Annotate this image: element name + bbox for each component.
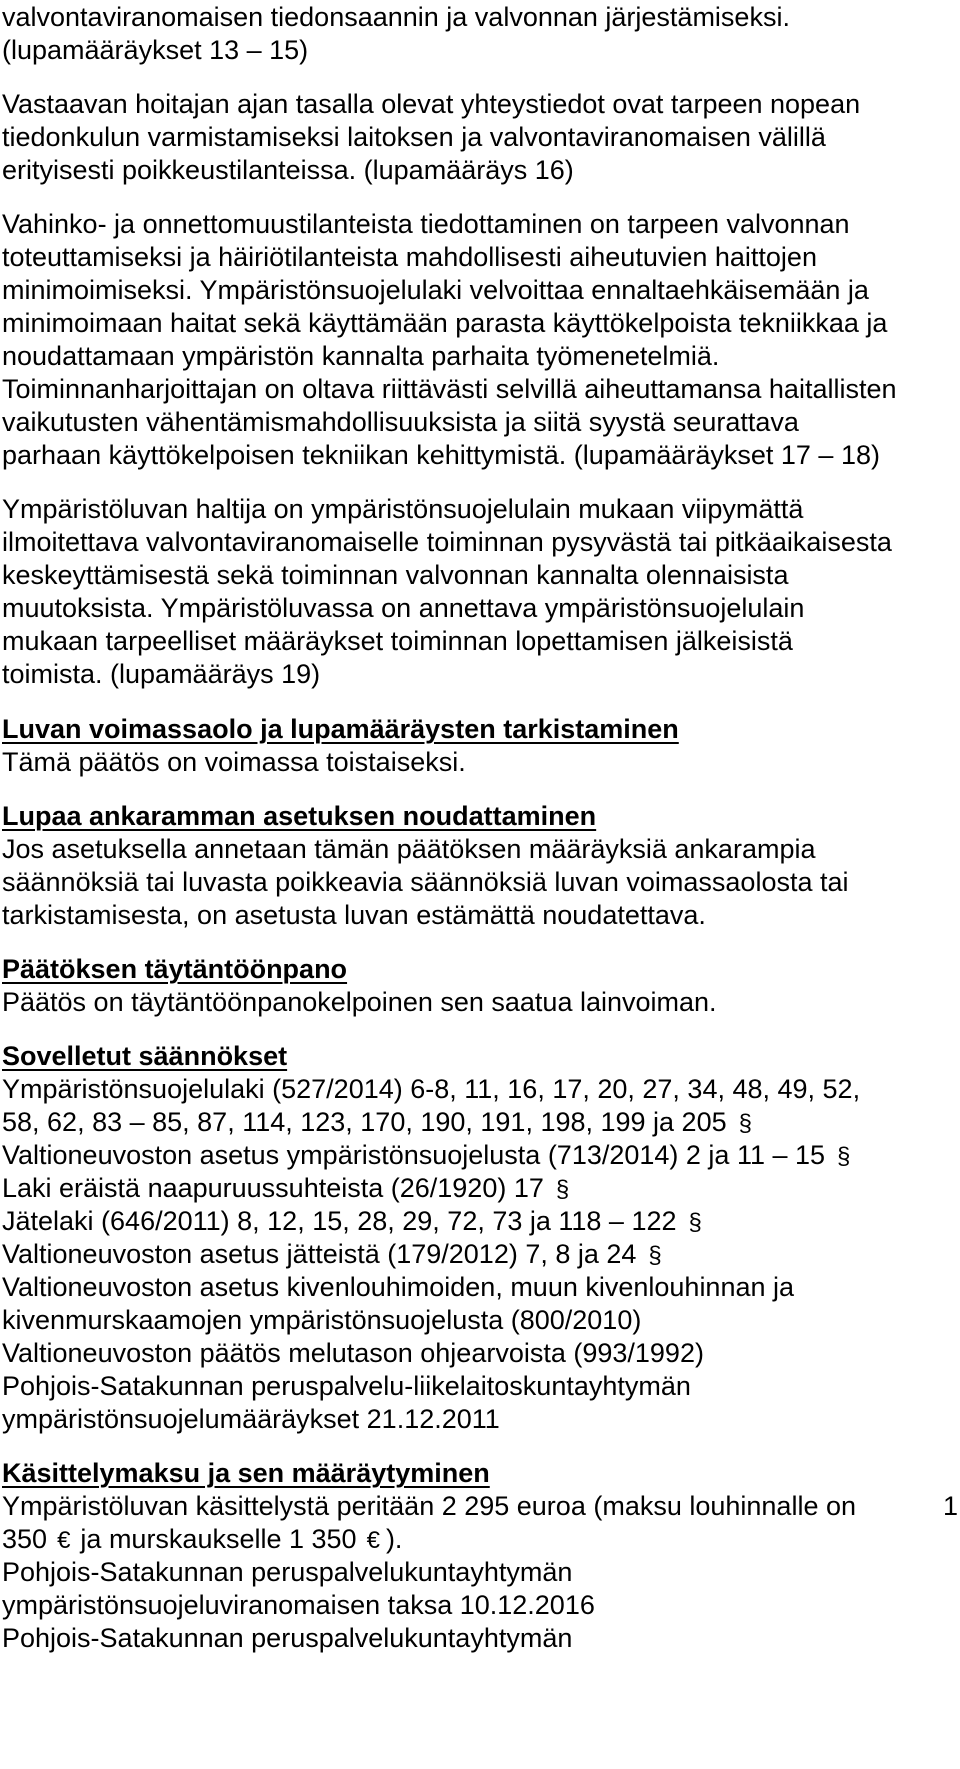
paragraph-line: tiedonkulun varmistamiseksi laitoksen ja valvontaviranomaisen välillä [2, 122, 826, 152]
paragraph-line: Ympäristöluvan haltija on ympäristönsuojelulain mukaan viipymättä [2, 494, 804, 524]
section-heading-stricter: Lupaa ankaramman asetuksen noudattaminen [2, 801, 597, 831]
paragraph-line: toimista. (lupamääräys 19) [2, 659, 321, 689]
regulation-line: Laki eräistä naapuruussuhteista (26/1920) 17 § [2, 1171, 569, 1207]
section-heading-fees: Käsittelymaksu ja sen määräytyminen [2, 1458, 490, 1488]
paragraph-line: ilmoitettava valvontaviranomaiselle toiminnan pysyvästä tai pitkäaikaisesta [2, 527, 892, 557]
paragraph-line: erityisesti poikkeustilanteissa. (lupamääräys 16) [2, 155, 574, 185]
paragraph-line: tarkistamisesta, on asetusta luvan estämättä noudatettava. [2, 900, 706, 930]
section-heading-regulations: Sovelletut säännökset [2, 1041, 288, 1071]
paragraph-line: muutoksista. Ympäristöluvassa on annettava ympäristönsuojelulain [2, 593, 805, 623]
section-sign-icon: § [648, 1242, 662, 1269]
paragraph-line: toteuttamiseksi ja häiriötilanteista mahdollisesti aiheutuvien haittojen [2, 242, 817, 272]
euro-sign-icon: € [366, 1527, 380, 1554]
paragraph-line: Jos asetuksella annetaan tämän päätöksen määräyksiä ankarampia [2, 834, 816, 864]
section-heading-validity: Luvan voimassaolo ja lupamääräysten tarkistaminen [2, 714, 679, 744]
regulation-line: Ympäristönsuojelulaki (527/2014) 6-8, 11, 16, 17, 20, 27, 34, 48, 49, 52, [2, 1074, 861, 1104]
regulation-line: Valtioneuvoston asetus kivenlouhimoiden, muun kivenlouhinnan ja [2, 1272, 795, 1302]
intro-line: valvontaviranomaisen tiedonsaannin ja valvonnan järjestämiseksi. [2, 2, 790, 32]
section-sign-icon: § [555, 1176, 570, 1203]
section-sign-icon: § [688, 1209, 702, 1236]
section-sign-icon: § [837, 1143, 851, 1170]
paragraph-line: noudattamaan ympäristön kannalta parhaita työmenetelmiä. [2, 341, 720, 371]
paragraph-line: Päätös on täytäntöönpanokelpoinen sen saatua lainvoiman. [2, 987, 717, 1017]
paragraph-line: Vahinko- ja onnettomuustilanteista tiedottaminen on tarpeen valvonnan [2, 209, 850, 239]
section-heading-enforcement: Päätöksen täytäntöönpano [2, 954, 348, 984]
paragraph-line: parhaan käyttökelpoisen tekniikan kehittymistä. (lupamääräykset 17 – 18) [2, 440, 880, 470]
regulation-line: Pohjois-Satakunnan peruspalvelu-liikelaitoskuntayhtymän [2, 1371, 691, 1401]
intro-line: (lupamääräykset 13 – 15) [2, 35, 309, 65]
fee-line: Pohjois-Satakunnan peruspalvelukuntayhtymän [2, 1623, 573, 1653]
paragraph-line: vaikutusten vähentämismahdollisuuksista ja siitä syystä seurattava [2, 407, 799, 437]
regulation-line: Valtioneuvoston asetus ympäristönsuojelusta (713/2014) 2 ja 11 – 15 § [2, 1138, 850, 1174]
paragraph-line: keskeyttämisestä sekä toiminnan valvonnan kannalta olennaisista [2, 560, 789, 590]
regulation-line: ympäristönsuojelumääräykset 21.12.2011 [2, 1404, 500, 1434]
euro-sign-icon: € [57, 1527, 71, 1554]
fee-line: Ympäristöluvan käsittelystä peritään 2 295 euroa (maksu louhinnalle on [2, 1491, 856, 1521]
fee-line-tail: 1 [942, 1491, 958, 1521]
paragraph-line: Toiminnanharjoittajan on oltava riittävästi selvillä aiheuttamansa haitallisten [2, 374, 897, 404]
fee-line: Pohjois-Satakunnan peruspalvelukuntayhtymän [2, 1557, 573, 1587]
regulation-line: 58, 62, 83 – 85, 87, 114, 123, 170, 190, 191, 198, 199 ja 205 § [2, 1105, 752, 1141]
regulation-line: kivenmurskaamojen ympäristönsuojelusta (800/2010) [2, 1305, 642, 1335]
paragraph-line: minimoimiseksi. Ympäristönsuojelulaki velvoittaa ennaltaehkäisemään ja [2, 275, 869, 305]
paragraph-line: Tämä päätös on voimassa toistaiseksi. [2, 747, 466, 777]
paragraph-line: minimoimaan haitat sekä käyttämään parasta käyttökelpoista tekniikkaa ja [2, 308, 888, 338]
section-sign-icon: § [738, 1110, 752, 1137]
paragraph-line: mukaan tarpeelliset määräykset toiminnan lopettamisen jälkeisistä [2, 626, 793, 656]
regulation-line: Valtioneuvoston päätös melutason ohjearvoista (993/1992) [2, 1338, 704, 1368]
paragraph-line: säännöksiä tai luvasta poikkeavia säännöksiä luvan voimassaolosta tai [2, 867, 849, 897]
regulation-line: Jätelaki (646/2011) 8, 12, 15, 28, 29, 72, 73 ja 118 – 122 § [2, 1204, 702, 1240]
paragraph-line: Vastaavan hoitajan ajan tasalla olevat yhteystiedot ovat tarpeen nopean [2, 89, 861, 119]
fee-line: ympäristönsuojeluviranomaisen taksa 10.12.2016 [2, 1590, 595, 1620]
regulation-line: Valtioneuvoston asetus jätteistä (179/2012) 7, 8 ja 24 § [2, 1237, 662, 1273]
fee-line: 350 € ja murskaukselle 1 350 € ). [2, 1522, 402, 1558]
